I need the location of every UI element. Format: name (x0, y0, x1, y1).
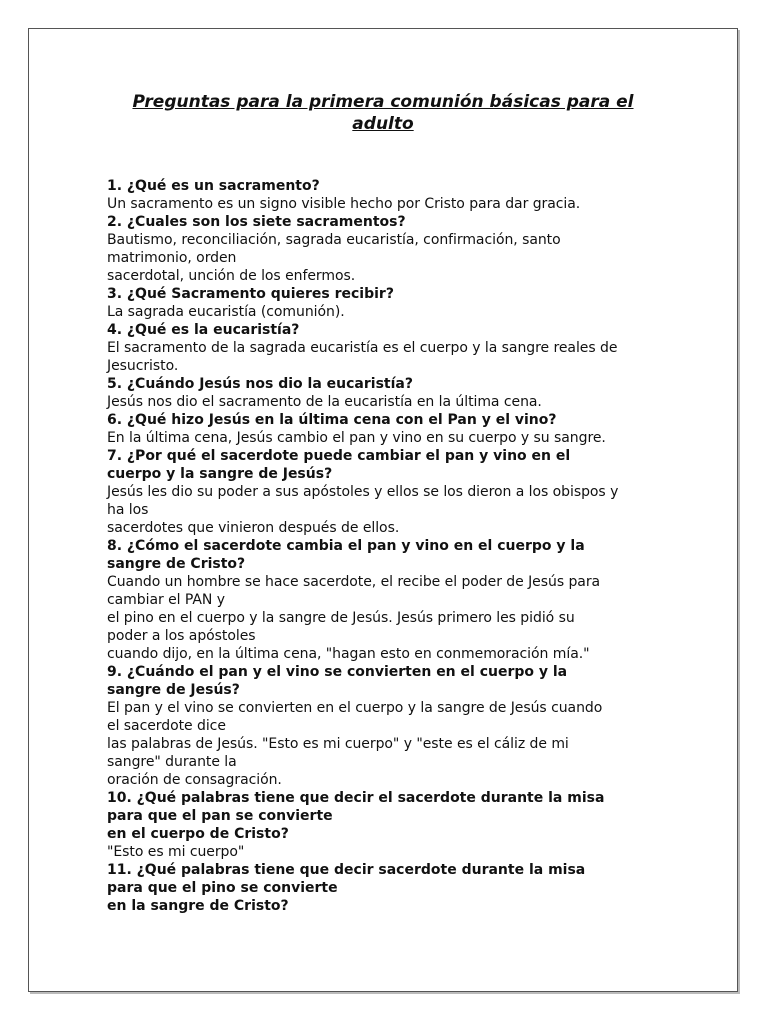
answer-text: Cuando un hombre se hace sacerdote, el recibe el poder de Jesús para (107, 574, 601, 590)
answer-text: las palabras de Jesús. "Esto es mi cuerpo" y "este es el cáliz de mi (107, 736, 569, 752)
answer-text: "Esto es mi cuerpo" (107, 844, 245, 860)
document-title (29, 91, 737, 135)
answer-text: oración de consagración. (107, 772, 282, 788)
question-text: 3. ¿Qué Sacramento quieres recibir? (107, 286, 394, 302)
answer-text: sacerdotal, unción de los enfermos. (107, 268, 356, 284)
question-text: 2. ¿Cuales son los siete sacramentos? (107, 214, 406, 230)
answer-text: el pino en el cuerpo y la sangre de Jesús. Jesús primero les pidió su (107, 610, 575, 626)
question-text: para que el pan se convierte (107, 808, 333, 824)
answer-text: el sacerdote dice (107, 718, 226, 734)
question-text: 4. ¿Qué es la eucaristía? (107, 322, 300, 338)
answer-text: Bautismo, reconciliación, sagrada eucaristía, confirmación, santo (107, 232, 561, 248)
answer-text: ha los (107, 502, 149, 518)
question-text: cuerpo y la sangre de Jesús? (107, 466, 333, 482)
answer-text: Jesucristo. (107, 358, 179, 374)
answer-text: poder a los apóstoles (107, 628, 256, 644)
answer-text: cuando dijo, en la última cena, "hagan esto en conmemoración mía." (107, 646, 590, 662)
question-text: en la sangre de Cristo? (107, 898, 289, 914)
title-line-1: Preguntas para la primera comunión básicas para el (132, 92, 634, 112)
answer-text: cambiar el PAN y (107, 592, 225, 608)
question-text: 10. ¿Qué palabras tiene que decir el sacerdote durante la misa (107, 790, 605, 806)
answer-text: Jesús les dio su poder a sus apóstoles y ellos se los dieron a los obispos y (107, 484, 619, 500)
question-text: 7. ¿Por qué el sacerdote puede cambiar el pan y vino en el (107, 448, 571, 464)
question-text: para que el pino se convierte (107, 880, 338, 896)
question-text: 6. ¿Qué hizo Jesús en la última cena con el Pan y el vino? (107, 412, 557, 428)
answer-text: En la última cena, Jesús cambio el pan y vino en su cuerpo y su sangre. (107, 430, 606, 446)
question-text: 9. ¿Cuándo el pan y el vino se convierten en el cuerpo y la (107, 664, 568, 680)
question-text: 1. ¿Qué es un sacramento? (107, 178, 320, 194)
answer-text: matrimonio, orden (107, 250, 237, 266)
document-page (28, 28, 738, 992)
question-text: sangre de Cristo? (107, 556, 246, 572)
question-text: 11. ¿Qué palabras tiene que decir sacerdote durante la misa (107, 862, 586, 878)
question-text: sangre de Jesús? (107, 682, 240, 698)
answer-text: La sagrada eucaristía (comunión). (107, 304, 345, 320)
answer-text: El pan y el vino se convierten en el cuerpo y la sangre de Jesús cuando (107, 700, 603, 716)
answer-text: El sacramento de la sagrada eucaristía es el cuerpo y la sangre reales de (107, 340, 618, 356)
question-text: 8. ¿Cómo el sacerdote cambia el pan y vino en el cuerpo y la (107, 538, 585, 554)
answer-text: sacerdotes que vinieron después de ellos. (107, 520, 400, 536)
answer-text: Jesús nos dio el sacramento de la eucaristía en la última cena. (107, 394, 542, 410)
answer-text: Un sacramento es un signo visible hecho por Cristo para dar gracia. (107, 196, 581, 212)
question-text: 5. ¿Cuándo Jesús nos dio la eucaristía? (107, 376, 413, 392)
question-text: en el cuerpo de Cristo? (107, 826, 289, 842)
answer-text: sangre" durante la (107, 754, 237, 770)
question-list (107, 177, 707, 915)
title-line-2: adulto (352, 114, 414, 134)
